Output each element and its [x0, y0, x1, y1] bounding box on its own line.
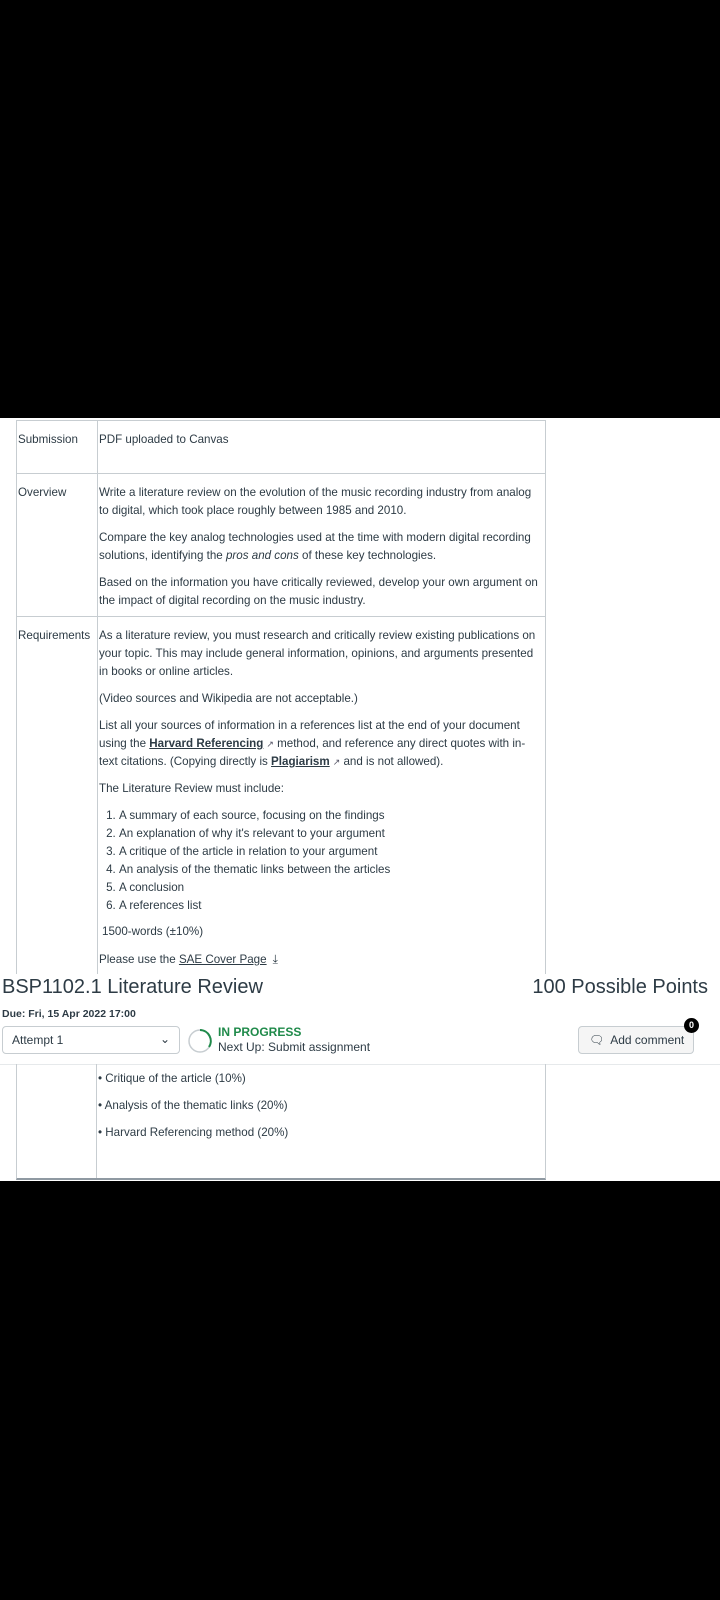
text: Compare the key analog technologies used at the time with modern digital recording solutions, identifying the — [99, 531, 531, 562]
assignment-details-table — [16, 420, 546, 976]
word-count: 1500-words (±10%) — [102, 925, 204, 938]
pros-cons-emphasis: pros and cons — [225, 549, 299, 562]
due-date: Due: Fri, 15 Apr 2022 17:00 — [2, 1008, 136, 1020]
row-requirements — [17, 617, 546, 976]
row-overview — [17, 474, 546, 617]
comment-icon: 🗨 — [589, 1033, 605, 1047]
text: Please use the — [99, 953, 179, 966]
attempt-select[interactable] — [2, 1026, 180, 1054]
overview-label: Overview — [17, 474, 98, 617]
link-text: Harvard Referencing — [149, 737, 264, 750]
comment-count-badge: 0 — [684, 1018, 699, 1033]
attempt-label: Attempt 1 — [12, 1033, 64, 1047]
assignment-title: BSP1102.1 Literature Review — [2, 976, 263, 998]
external-link-icon: ↗ — [266, 739, 274, 749]
requirements-paragraph-4: The Literature Review must include: — [99, 782, 284, 795]
next-up-text: Next Up: Submit assignment — [218, 1040, 371, 1054]
external-link-icon: ↗ — [332, 757, 341, 767]
plagiarism-link[interactable] — [271, 755, 330, 768]
row-submission — [17, 421, 546, 474]
list-item: 5. A conclusion — [119, 879, 543, 897]
overview-paragraph-3: Based on the information you have critically reviewed, develop your own argument on the impact of digital recording on the music industry. — [99, 576, 538, 607]
harvard-referencing-link[interactable] — [149, 737, 263, 750]
text: List all your sources of information in a references list at the end of your document using the — [99, 719, 520, 750]
chevron-down-icon: ⌄ — [159, 1032, 170, 1046]
list-item: 6. A references list — [119, 897, 543, 915]
list-item: 2. An explanation of why it's relevant to your argument — [119, 825, 543, 843]
download-icon[interactable]: ⤓ — [272, 952, 278, 966]
assignment-page — [0, 418, 720, 1181]
cover-page-line — [99, 950, 543, 969]
list-item: 3. A critique of the article in relation to your argument — [119, 843, 543, 861]
overview-paragraph-2 — [99, 529, 543, 565]
text: and is not allowed). — [340, 755, 444, 768]
text: of these key technologies. — [298, 549, 437, 562]
requirements-label: Requirements — [17, 617, 98, 976]
overview-value — [98, 474, 546, 617]
column-divider — [96, 1064, 97, 1178]
sae-cover-page-link[interactable] — [179, 953, 267, 966]
status-badge: IN PROGRESS — [218, 1025, 302, 1039]
submission-label: Submission — [17, 421, 98, 474]
link-text: Plagiarism — [271, 755, 330, 768]
list-item: • Harvard Referencing method (20%) — [98, 1126, 289, 1139]
list-item: • Analysis of the thematic links (20%) — [98, 1099, 288, 1112]
list-item: • Critique of the article (10%) — [98, 1072, 246, 1085]
add-comment-label: Add comment — [610, 1033, 685, 1047]
requirements-value — [98, 617, 546, 976]
list-item: 4. An analysis of the thematic links between the articles — [119, 861, 543, 879]
requirements-paragraph-1: As a literature review, you must research and critically review existing publications on your topic. This may include general information, opinions, and arguments presented in books or online articles. — [99, 629, 536, 678]
submission-value: PDF uploaded to Canvas — [98, 421, 546, 474]
link-text: SAE Cover Page — [178, 953, 267, 966]
requirements-paragraph-3 — [99, 717, 543, 771]
overview-paragraph-1: Write a literature review on the evolution of the music recording industry from analog to digital, which took place roughly between 1985 and 2010. — [99, 486, 532, 517]
list-item: 1. A summary of each source, focusing on the findings — [119, 807, 543, 825]
requirements-paragraph-2: (Video sources and Wikipedia are not acceptable.) — [99, 692, 358, 705]
add-comment-button[interactable] — [578, 1026, 694, 1054]
progress-ring-icon — [187, 1028, 213, 1054]
rubric-tail-rows — [16, 1064, 546, 1180]
possible-points: 100 Possible Points — [532, 976, 708, 998]
requirements-list — [99, 807, 543, 915]
assignment-header — [0, 974, 720, 1065]
text: method, and reference any direct quotes with in-text citations. (Copying directly is — [99, 737, 526, 768]
